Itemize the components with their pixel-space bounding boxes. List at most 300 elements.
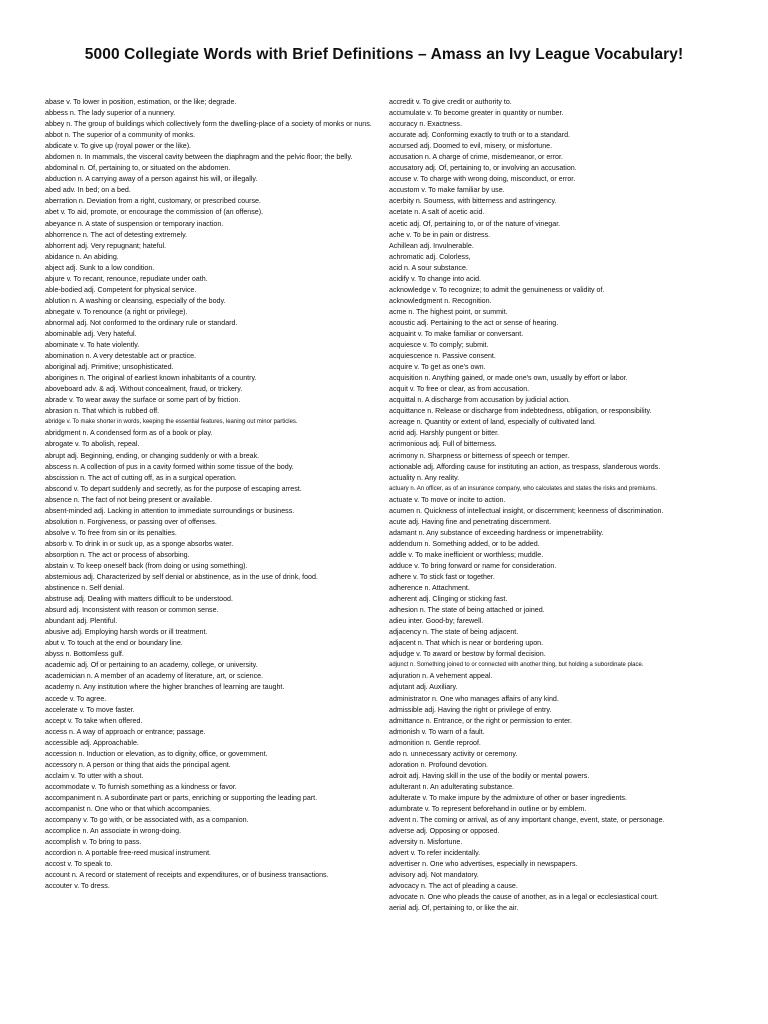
- vocab-entry: [389, 793, 739, 804]
- vocab-word: ado: [389, 749, 401, 758]
- vocab-definition: n. Anything gained, or made one's own, usually by effort or labor.: [422, 374, 628, 383]
- vocab-word: academic: [45, 661, 76, 670]
- vocab-entry: [389, 903, 739, 914]
- vocab-definition: n. The act of detesting extremely.: [80, 230, 188, 239]
- vocab-word: adjacent: [389, 639, 416, 648]
- vocab-word: accompany: [45, 816, 82, 825]
- vocab-entry: [45, 638, 395, 649]
- vocab-entry: [389, 163, 739, 174]
- vocab-word: aboriginal: [45, 363, 76, 372]
- vocab-definition: n. Bottomless gulf.: [63, 650, 124, 659]
- vocab-word: acknowledge: [389, 285, 431, 294]
- vocab-word: advocacy: [389, 882, 419, 891]
- vocab-definition: v. To recognize; to admit the genuineness or validity of.: [430, 285, 605, 294]
- vocab-definition: adj. Competent for physical service.: [82, 285, 197, 294]
- vocab-entry: [389, 870, 739, 881]
- vocab-definition: v. To move faster.: [77, 705, 135, 714]
- vocab-word: abominable: [45, 329, 82, 338]
- vocab-definition: n. Misfortune.: [417, 838, 463, 847]
- vocab-entry: [389, 141, 739, 152]
- vocab-word: acquiesce: [389, 341, 421, 350]
- vocab-entry: [45, 572, 395, 583]
- vocab-word: accede: [45, 694, 68, 703]
- vocab-word: absent-minded: [45, 506, 92, 515]
- vocab-entry: [389, 307, 739, 318]
- vocab-word: ablution: [45, 296, 70, 305]
- vocab-definition: n. In mammals, the visceral cavity between the diaphragm and the pelvic floor; the belly.: [74, 153, 353, 162]
- vocab-entry: [45, 671, 395, 682]
- vocab-word: accessible: [45, 738, 79, 747]
- vocab-definition: adj. Conforming exactly to truth or to a standard.: [416, 131, 570, 140]
- vocab-word: accept: [45, 716, 66, 725]
- vocab-entry: [389, 771, 739, 782]
- vocab-entry: [45, 428, 395, 439]
- vocab-entry: [45, 649, 395, 660]
- vocab-definition: v. To touch at the end or boundary line.: [58, 639, 183, 648]
- vocab-entry: [389, 362, 739, 373]
- vocab-definition: adj. Colorless,: [423, 252, 471, 261]
- vocab-definition: n. Any reality.: [415, 473, 460, 482]
- vocab-definition: n. The original of earliest known inhabitants of a country.: [77, 374, 257, 383]
- vocab-definition: v. To utter with a shout.: [69, 771, 144, 780]
- vocab-word: accession: [45, 749, 77, 758]
- vocab-definition: n. The state of being attached or joined.: [417, 606, 545, 615]
- vocab-entry: [45, 219, 395, 230]
- vocab-word: adversity: [389, 838, 418, 847]
- vocab-definition: v. To drink in or suck up, as a sponge absorbs water.: [66, 539, 234, 548]
- vocab-definition: v. To take when offered.: [65, 716, 143, 725]
- vocab-definition: n. Quickness of intellectual insight, or discernment; keenness of discrimination.: [414, 506, 664, 515]
- vocab-entry: [45, 207, 395, 218]
- vocab-entry: [45, 727, 395, 738]
- vocab-definition: n. The state of being adjacent.: [420, 628, 519, 637]
- vocab-word: acrimony: [389, 451, 418, 460]
- vocab-entry: [389, 815, 739, 826]
- vocab-definition: n. The coming or arrival, as of any important change, event, state, or personage.: [410, 816, 665, 825]
- vocab-word: adamant: [389, 528, 417, 537]
- vocab-word: abusive: [45, 628, 70, 637]
- vocab-entry: [45, 682, 395, 693]
- vocab-entry: [45, 395, 395, 406]
- vocab-word: acme: [389, 307, 407, 316]
- vocab-entry: [45, 174, 395, 185]
- vocab-definition: v. To make inefficient or worthless; muddle.: [406, 550, 544, 559]
- vocab-entry: [45, 252, 395, 263]
- vocab-definition: v. To depart suddenly and secretly, as for the purpose of escaping arrest.: [71, 484, 302, 493]
- vocab-entry: [389, 130, 739, 141]
- vocab-definition: adj. Plentiful.: [74, 617, 118, 626]
- vocab-word: adjudge: [389, 650, 415, 659]
- vocab-definition: n. Forgiveness, or passing over of offenses.: [77, 517, 217, 526]
- vocab-entry: [45, 495, 395, 506]
- vocab-definition: n. Profound devotion.: [418, 760, 489, 769]
- vocab-word: absorb: [45, 539, 67, 548]
- vocab-entry: [389, 616, 739, 627]
- vocab-word: adverse: [389, 827, 415, 836]
- vocab-definition: adj. Clinging or sticking fast.: [417, 595, 508, 604]
- vocab-entry: [45, 804, 395, 815]
- vocab-entry: [45, 263, 395, 274]
- vocab-word: admissible: [389, 705, 423, 714]
- vocab-definition: n. Something joined to or connected with another thing, but holding a subordinate place.: [408, 662, 644, 669]
- vocab-definition: adj. Not conformed to the ordinary rule or standard.: [74, 318, 238, 327]
- vocab-word: accost: [45, 860, 66, 869]
- vocab-definition: adj. Beginning, ending, or changing suddenly or with a break.: [65, 451, 260, 460]
- vocab-definition: v. To make shorter in words, keeping the essential features, leaning out minor particles.: [65, 419, 298, 426]
- vocab-definition: adv. In bed; on a bed.: [60, 186, 131, 195]
- vocab-definition: adj. Not mandatory.: [415, 871, 479, 880]
- vocab-entry: [389, 417, 739, 428]
- vocab-definition: n. An officer, as of an insurance company, who calculates and states the risks and premiums.: [408, 485, 657, 492]
- vocab-definition: n. The act of cutting off, as in a surgical operation.: [78, 473, 237, 482]
- vocab-entry: [45, 616, 395, 627]
- vocab-definition: n. One who pleads the cause of another, as in a legal or ecclesiastical court.: [417, 893, 659, 902]
- vocab-definition: n. A washing or cleansing, especially of the body.: [69, 296, 226, 305]
- vocab-definition: n. A record or statement of receipts and expenditures, or of business transactions.: [69, 871, 329, 880]
- vocab-entry: [45, 716, 395, 727]
- vocab-entry: [45, 815, 395, 826]
- vocab-entry: [45, 848, 395, 859]
- vocab-entry: [45, 837, 395, 848]
- vocab-word: advertiser: [389, 860, 421, 869]
- vocab-entry: [389, 484, 739, 495]
- vocab-word: ache: [389, 230, 405, 239]
- vocab-entry: [389, 705, 739, 716]
- vocab-definition: n. Self denial.: [79, 584, 125, 593]
- vocab-definition: adj. Of, pertaining to, or like the air.: [406, 904, 519, 913]
- vocab-entry: [45, 793, 395, 804]
- vocab-entry: [389, 241, 739, 252]
- vocab-word: advent: [389, 816, 411, 825]
- vocab-word: accelerate: [45, 705, 78, 714]
- vocab-entry: [389, 351, 739, 362]
- vocab-entry: [389, 738, 739, 749]
- vocab-word: accusatory: [389, 164, 424, 173]
- vocab-definition: v. To give up (royal power or the like).: [71, 142, 192, 151]
- vocab-word: abstain: [45, 561, 68, 570]
- vocab-definition: n. An associate in wrong-doing.: [80, 827, 182, 836]
- vocab-entry: [45, 749, 395, 760]
- vocab-entry: [389, 174, 739, 185]
- vocab-word: accessory: [45, 760, 77, 769]
- vocab-word: abbey: [45, 120, 65, 129]
- vocab-entry: [45, 384, 395, 395]
- vocab-definition: n. Entrance, or the right or permission to enter.: [423, 716, 572, 725]
- vocab-definition: n. Of, pertaining to, or situated on the abdomen.: [77, 164, 231, 173]
- vocab-entry: [45, 351, 395, 362]
- vocab-word: abscess: [45, 462, 72, 471]
- vocab-definition: adj. Doomed to evil, misery, or misfortune.: [417, 142, 553, 151]
- vocab-definition: n. A member of an academy of literature, art, or science.: [84, 672, 264, 681]
- vocab-definition: v. To represent beforehand in outline or by emblem.: [422, 805, 587, 813]
- vocab-entry: [389, 749, 739, 760]
- vocab-word: accommodate: [45, 782, 90, 791]
- vocab-entry: [45, 462, 395, 473]
- vocab-definition: adj. Having the right or privilege of entry.: [422, 705, 552, 714]
- vocab-word: abduction: [45, 175, 76, 184]
- vocab-word: accompaniment: [45, 793, 96, 802]
- vocab-word: aboveboard: [45, 385, 83, 394]
- vocab-word: able-bodied: [45, 285, 83, 294]
- vocab-definition: v. To free or clear, as from accusation.: [407, 385, 530, 394]
- vocab-definition: n. An abiding.: [73, 252, 119, 261]
- vocab-definition: adj. Primitive; unsophisticated.: [75, 363, 174, 372]
- vocab-definition: adj. Invulnerable.: [417, 241, 474, 250]
- vocab-definition: v. To go with, or be associated with, as a companion.: [81, 816, 249, 825]
- vocab-word: acrid: [389, 429, 405, 438]
- vocab-definition: v. To warn of a fault.: [419, 727, 485, 736]
- vocab-word: adjacency: [389, 628, 421, 637]
- vocab-entry: [45, 760, 395, 771]
- vocab-entry: [389, 439, 739, 450]
- vocab-word: adduce: [389, 561, 413, 570]
- vocab-definition: n. unnecessary activity or ceremony.: [400, 749, 518, 758]
- vocab-definition: adj. Having skill in the use of the bodily or mental powers.: [406, 771, 590, 780]
- vocab-definition: adj. Opposing or opposed.: [414, 827, 500, 836]
- vocab-word: addendum: [389, 539, 423, 548]
- vocab-word: acoustic: [389, 318, 416, 327]
- vocab-word: abridgment: [45, 429, 81, 438]
- vocab-definition: v. To make impure by the admixture of other or baser ingredients.: [420, 793, 627, 802]
- vocab-definition: n. A charge of crime, misdemeanor, or error.: [422, 153, 563, 162]
- vocab-definition: n. A collection of pus in a cavity formed within some tissue of the body.: [71, 462, 294, 471]
- vocab-entry: [45, 594, 395, 605]
- vocab-word: accuracy: [389, 120, 418, 129]
- vocab-definition: n. Release or discharge from indebtedness, obligation, or responsibility.: [425, 407, 652, 416]
- vocab-entry: [389, 119, 739, 130]
- vocab-definition: inter. Good-by; farewell.: [406, 617, 484, 626]
- vocab-definition: n. Induction or elevation, as to dignity, office, or government.: [76, 749, 268, 758]
- vocab-definition: n. An adulterating substance.: [420, 782, 515, 791]
- vocab-definition: n. A salt of acetic acid.: [412, 208, 485, 217]
- vocab-entry: [389, 848, 739, 859]
- vocab-definition: n. The highest point, or summit.: [406, 307, 508, 316]
- vocab-entry: [389, 451, 739, 462]
- vocab-word: accompanist: [45, 805, 85, 813]
- right-column: [389, 97, 739, 914]
- vocab-word: academician: [45, 672, 85, 681]
- vocab-entry: [45, 771, 395, 782]
- vocab-definition: n. One who manages affairs of any kind.: [430, 694, 559, 703]
- vocab-entry: [389, 318, 739, 329]
- vocab-definition: v. To bring forward or name for consideration.: [412, 561, 557, 570]
- vocab-definition: v. To aid, promote, or encourage the commission of (an offense).: [58, 208, 264, 217]
- vocab-entry: [45, 627, 395, 638]
- vocab-entry: [389, 837, 739, 848]
- vocab-word: accomplish: [45, 838, 81, 847]
- vocab-entry: [389, 594, 739, 605]
- vocab-definition: adj. Sunk to a low condition.: [63, 263, 155, 272]
- vocab-word: abnegate: [45, 307, 75, 316]
- vocab-entry: [389, 252, 739, 263]
- vocab-entry: [389, 373, 739, 384]
- vocab-word: accurate: [389, 131, 417, 140]
- vocab-definition: adv. & adj. Without concealment, fraud, or trickery.: [82, 385, 243, 394]
- vocab-word: accusation: [389, 153, 423, 162]
- vocab-entry: [45, 694, 395, 705]
- vocab-definition: v. To stick fast or together.: [411, 573, 495, 582]
- vocab-definition: adj. Having fine and penetrating discernment.: [406, 517, 552, 526]
- vocab-definition: v. To hate violently.: [78, 341, 140, 350]
- vocab-definition: v. To bring to pass.: [80, 838, 142, 847]
- vocab-word: adroit: [389, 771, 407, 780]
- vocab-entry: [389, 804, 739, 815]
- vocab-entry: [45, 274, 395, 285]
- vocab-word: abscission: [45, 473, 79, 482]
- vocab-entry: [45, 130, 395, 141]
- page-title: 5000 Collegiate Words with Brief Definitions – Amass an Ivy League Vocabulary!: [84, 46, 684, 63]
- vocab-definition: v. To lower in position, estimation, or the like; degrade.: [64, 98, 237, 106]
- vocab-entry: [45, 539, 395, 550]
- vocab-entry: [389, 230, 739, 241]
- vocab-definition: n. Any institution where the higher branches of learning are taught.: [73, 683, 285, 692]
- vocab-entry: [389, 892, 739, 903]
- vocab-entry: [45, 119, 395, 130]
- vocab-word: aerial: [389, 904, 407, 913]
- vocab-word: acetate: [389, 208, 413, 217]
- vocab-entry: [389, 517, 739, 528]
- vocab-definition: n. One who or that which accompanies.: [84, 805, 212, 813]
- vocab-word: adoration: [389, 760, 419, 769]
- vocab-word: abyss: [45, 650, 64, 659]
- vocab-entry: [389, 263, 739, 274]
- vocab-word: actuate: [389, 495, 413, 504]
- vocab-definition: v. To recant, renounce, repudiate under oath.: [64, 274, 208, 283]
- vocab-entry: [389, 550, 739, 561]
- vocab-word: aborigines: [45, 374, 78, 383]
- vocab-definition: adj. Of or pertaining to an academy, college, or university.: [75, 661, 258, 670]
- vocab-definition: v. To keep oneself back (from doing or using something).: [67, 561, 248, 570]
- vocab-entry: [45, 141, 395, 152]
- vocab-entry: [45, 340, 395, 351]
- vocab-word: abrupt: [45, 451, 66, 460]
- vocab-word: abundant: [45, 617, 75, 626]
- vocab-entry: [389, 716, 739, 727]
- vocab-word: advocate: [389, 893, 418, 902]
- vocab-entry: [45, 417, 395, 428]
- vocab-definition: adj. Affording cause for instituting an action, as trespass, slanderous words.: [421, 462, 661, 471]
- vocab-entry: [45, 660, 395, 671]
- vocab-word: abbot: [45, 131, 63, 140]
- vocab-definition: n. Something added, or to be added.: [422, 539, 540, 548]
- vocab-word: abbess: [45, 109, 68, 118]
- vocab-entry: [45, 362, 395, 373]
- vocab-word: advert: [389, 849, 409, 858]
- vocab-word: absence: [45, 495, 72, 504]
- vocab-definition: n. Exactness.: [417, 120, 462, 129]
- vocab-entry: [389, 152, 739, 163]
- vocab-word: aberration: [45, 197, 77, 206]
- vocab-entry: [389, 97, 739, 108]
- vocab-entry: [45, 163, 395, 174]
- vocab-word: abeyance: [45, 219, 76, 228]
- vocab-definition: n. Any substance of exceeding hardness or impenetrability.: [416, 528, 604, 537]
- vocab-entry: [45, 152, 395, 163]
- vocab-word: abridge: [45, 419, 66, 426]
- vocab-entry: [45, 185, 395, 196]
- vocab-word: acquiescence: [389, 352, 433, 361]
- vocab-definition: v. To get as one's own.: [412, 363, 486, 372]
- vocab-definition: adj. Characterized by self denial or abstinence, as in the use of drink, food.: [81, 573, 318, 582]
- vocab-word: administrator: [389, 694, 431, 703]
- vocab-entry: [389, 694, 739, 705]
- vocab-word: acquisition: [389, 374, 423, 383]
- vocab-definition: n. A state of suspension or temporary inaction.: [75, 219, 224, 228]
- vocab-word: access: [45, 727, 68, 736]
- vocab-entry: [389, 462, 739, 473]
- vocab-word: adhere: [389, 573, 412, 582]
- vocab-definition: n. Deviation from a right, customary, or prescribed course.: [76, 197, 261, 206]
- vocab-word: accordion: [45, 849, 76, 858]
- vocab-entry: [45, 870, 395, 881]
- vocab-word: abnormal: [45, 318, 75, 327]
- vocab-word: abstinence: [45, 584, 80, 593]
- vocab-definition: n. A subordinate part or parts, enriching or supporting the leading part.: [95, 793, 318, 802]
- vocab-word: adjunct: [389, 662, 409, 669]
- vocab-entry: [45, 241, 395, 252]
- vocab-entry: [389, 108, 739, 119]
- vocab-word: advisory: [389, 871, 416, 880]
- vocab-entry: [389, 583, 739, 594]
- vocab-entry: [45, 583, 395, 594]
- vocab-definition: n. Sourness, with bitterness and astringency.: [413, 197, 557, 206]
- vocab-word: accomplice: [45, 827, 81, 836]
- vocab-definition: v. To dress.: [72, 882, 110, 891]
- vocab-word: acreage: [389, 418, 415, 427]
- vocab-entry: [389, 296, 739, 307]
- vocab-word: absurd: [45, 606, 67, 615]
- vocab-word: adieu: [389, 617, 407, 626]
- vocab-definition: adj. Very repugnant; hateful.: [75, 241, 167, 250]
- vocab-definition: n. Quantity or extent of land, especially of cultivated land.: [414, 418, 597, 427]
- vocab-word: accursed: [389, 142, 418, 151]
- vocab-definition: v. To free from sin or its penalties.: [69, 528, 177, 537]
- vocab-word: accuse: [389, 175, 412, 184]
- vocab-word: acquittance: [389, 407, 426, 416]
- vocab-definition: adj. Inconsistent with reason or common sense.: [66, 606, 219, 615]
- vocab-word: acumen: [389, 506, 415, 515]
- vocab-entry: [389, 682, 739, 693]
- vocab-definition: adj. Auxiliary.: [414, 683, 458, 692]
- vocab-word: abut: [45, 639, 59, 648]
- vocab-entry: [45, 561, 395, 572]
- vocab-word: admonish: [389, 727, 420, 736]
- vocab-definition: v. To furnish something as a kindness or favor.: [89, 782, 237, 791]
- vocab-definition: v. To make familiar by use.: [419, 186, 505, 195]
- vocab-entry: [389, 528, 739, 539]
- vocab-entry: [389, 660, 739, 671]
- vocab-definition: v. To speak to.: [65, 860, 113, 869]
- vocab-word: adulterate: [389, 793, 421, 802]
- vocab-word: adjutant: [389, 683, 415, 692]
- vocab-entry: [389, 428, 739, 439]
- vocab-definition: n. Recognition.: [442, 296, 492, 305]
- vocab-word: abrade: [45, 396, 68, 405]
- vocab-word: abhorrent: [45, 241, 76, 250]
- vocab-word: acid: [389, 263, 403, 272]
- vocab-entry: [45, 318, 395, 329]
- vocab-word: abdomen: [45, 153, 75, 162]
- vocab-word: addle: [389, 550, 407, 559]
- vocab-entry: [389, 196, 739, 207]
- vocab-entry: [389, 671, 739, 682]
- vocab-entry: [45, 329, 395, 340]
- vocab-entry: [389, 473, 739, 484]
- vocab-entry: [45, 373, 395, 384]
- vocab-word: adumbrate: [389, 805, 423, 813]
- vocab-definition: n. The superior of a community of monks.: [62, 131, 196, 140]
- vocab-definition: n. Attachment.: [422, 584, 470, 593]
